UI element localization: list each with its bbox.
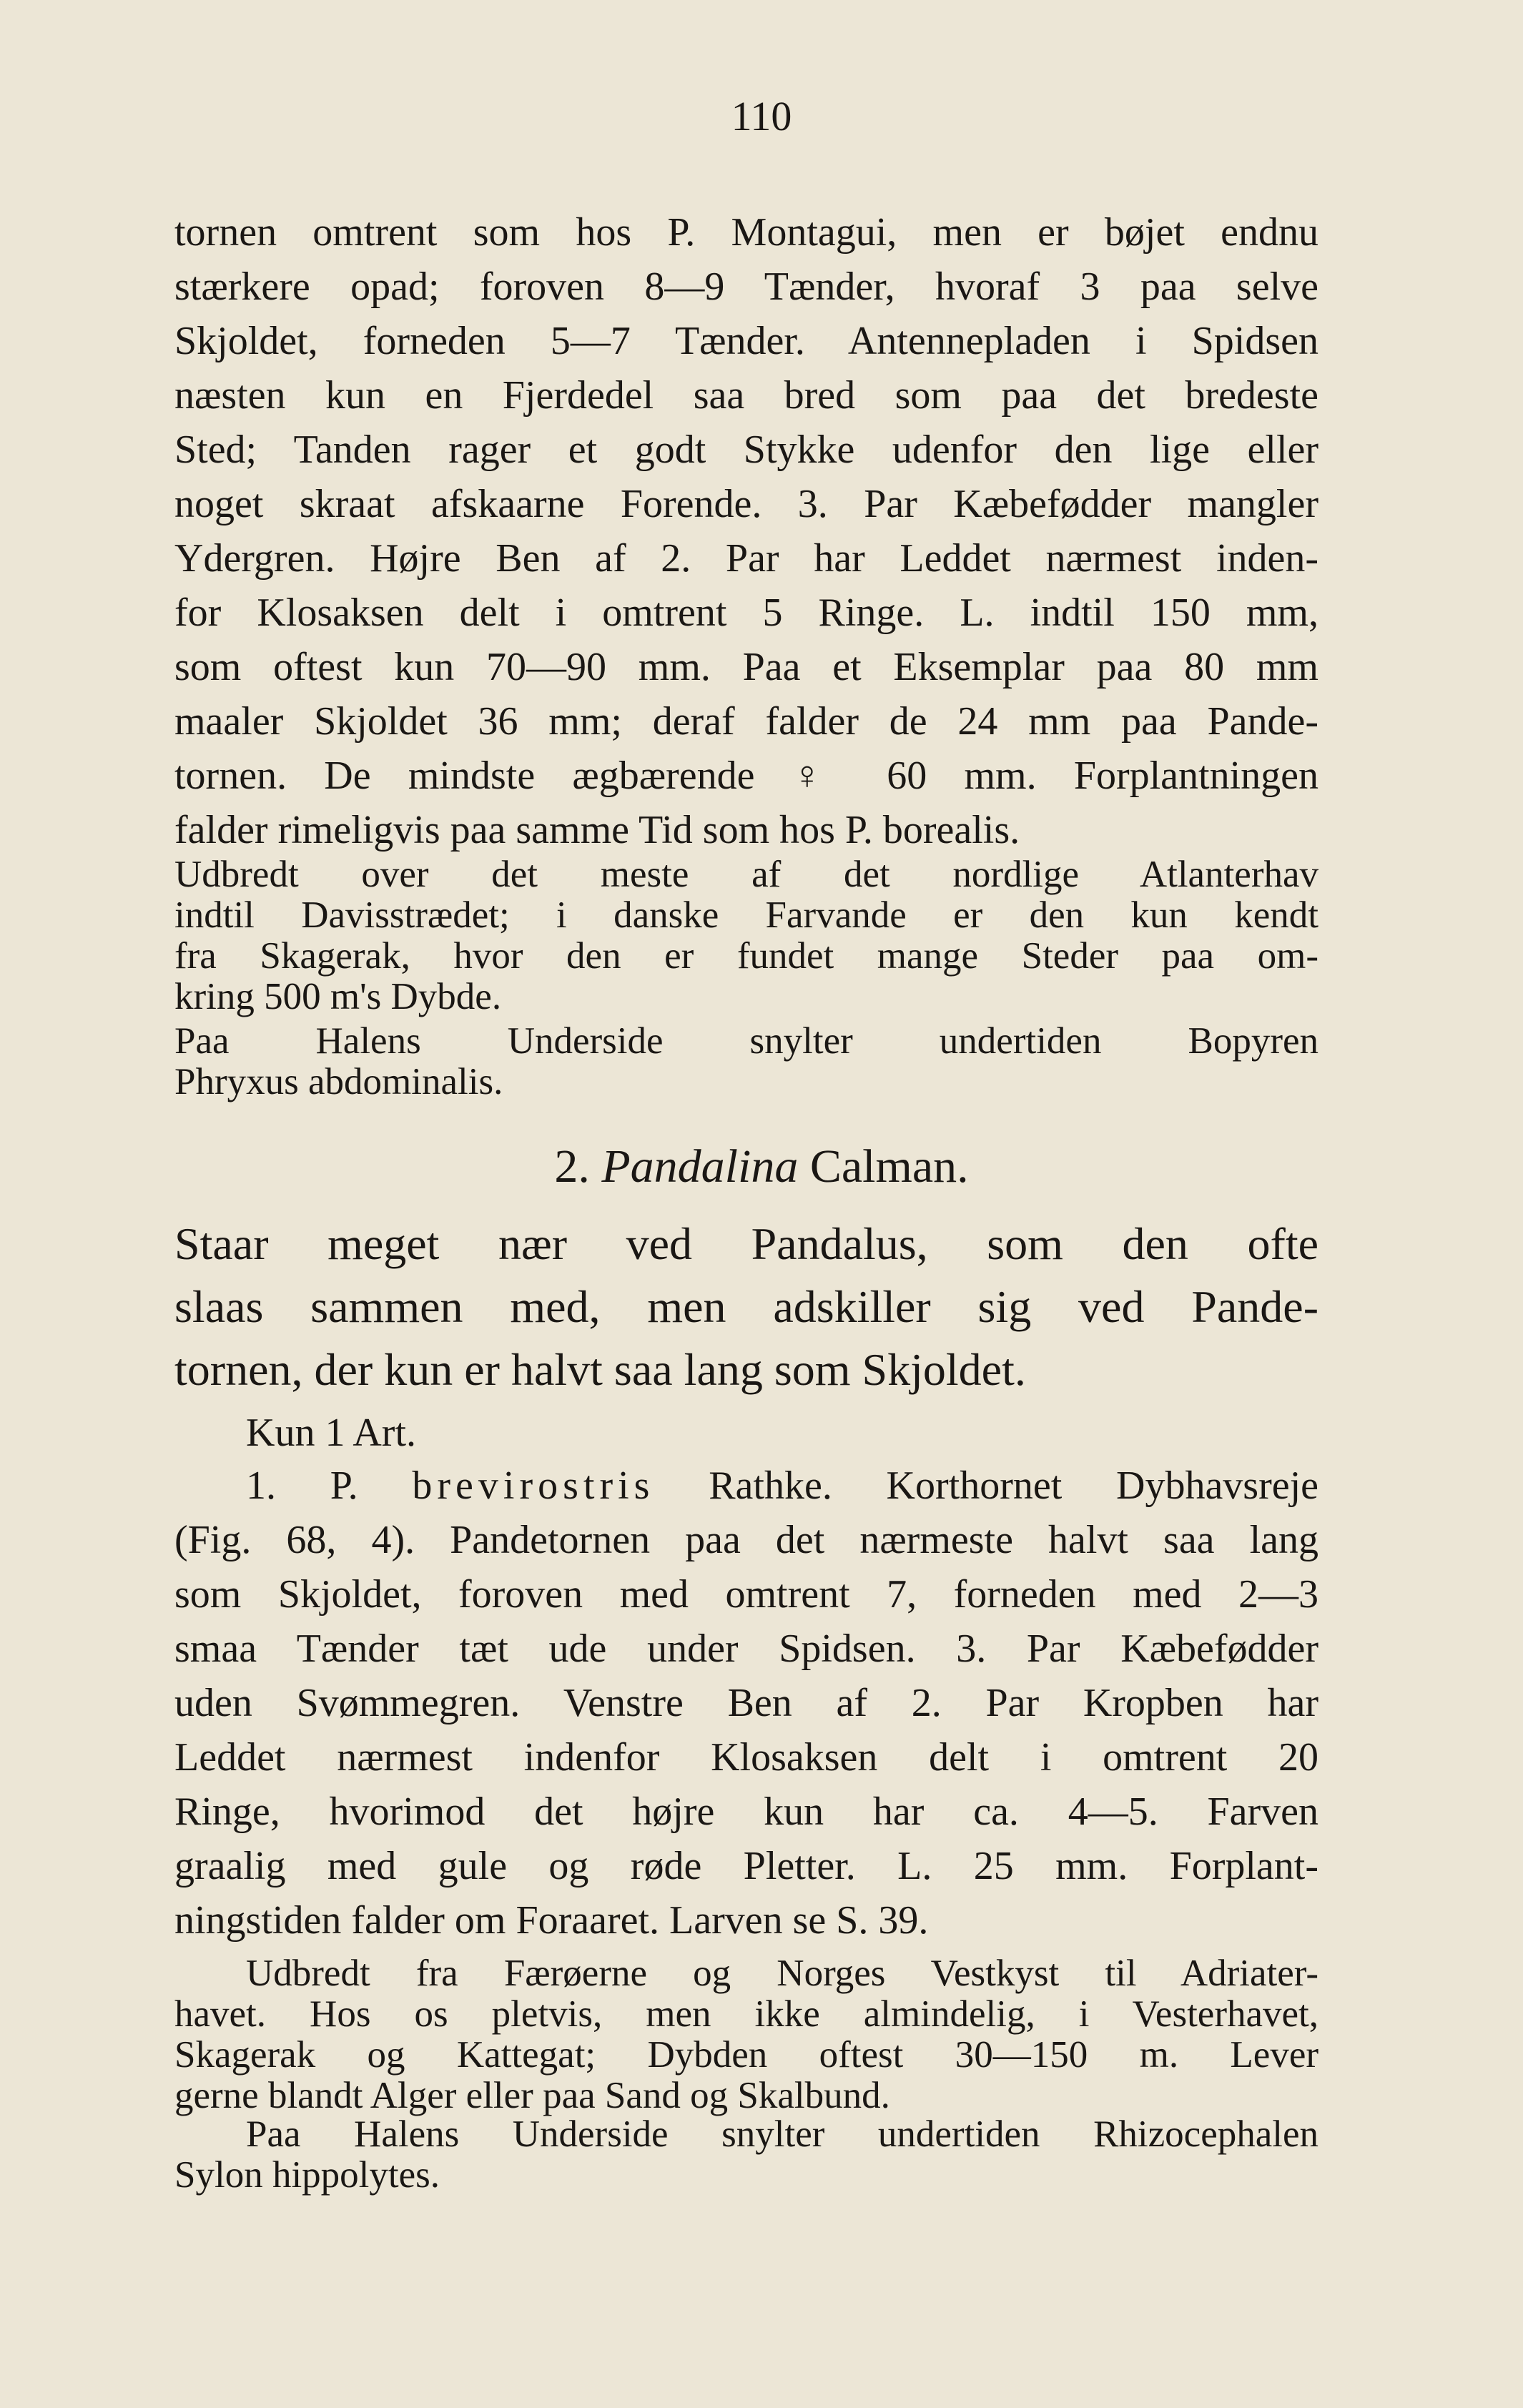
text-line: for Klosaksen delt i omtrent 5 Ringe. L. indtil 150 mm, xyxy=(174,591,1319,635)
text-line: maaler Skjoldet 36 mm; deraf falder de 24 mm paa Pande- xyxy=(174,699,1319,744)
heading-author: Calman. xyxy=(809,1140,969,1193)
text-line: graalig med gule og røde Pletter. L. 25 mm. Forplant- xyxy=(174,1844,1319,1888)
text-line: slaas sammen med, men adskiller sig ved Pande- xyxy=(174,1281,1319,1332)
species-epithet: brevirostris xyxy=(412,1464,655,1508)
genus-heading xyxy=(0,1137,1523,1197)
text-line: Sted; Tanden rager et godt Stykke udenfor den lige eller xyxy=(174,428,1319,472)
text-line: Staar meget nær ved Pandalus, som den ofte xyxy=(174,1218,1319,1269)
text-line: Kun 1 Art. xyxy=(246,1411,416,1455)
heading-genus: Pandalina xyxy=(601,1140,799,1193)
text-line: Udbredt fra Færøerne og Norges Vestkyst til Adriater- xyxy=(246,1953,1319,1994)
page-number: 110 xyxy=(731,93,792,139)
text-line: som oftest kun 70—90 mm. Paa et Eksemplar paa 80 mm xyxy=(174,645,1319,689)
text-line: stærkere opad; foroven 8—9 Tænder, hvoraf 3 paa selve xyxy=(174,265,1319,309)
paragraph-species-count xyxy=(246,1406,1247,1460)
text-line: indtil Davisstrædet; i danske Farvande er den kun kendt xyxy=(174,894,1319,936)
text-line: Ringe, hvorimod det højre kun har ca. 4—5. Farven xyxy=(174,1790,1319,1834)
text-line: (Fig. 68, 4). Pandetornen paa det nærmeste halvt saa lang xyxy=(174,1518,1319,1562)
text-line: Sylon hippolytes. xyxy=(174,2154,440,2196)
paragraph-species-distribution xyxy=(174,1953,1319,2116)
text-line: ningstiden falder om Foraaret. Larven se S. 39. xyxy=(174,1898,929,1943)
paragraph-parasite xyxy=(174,1021,1319,1102)
text-line: tornen. De mindste ægbærende ♀ 60 mm. Forplantningen xyxy=(174,754,1319,798)
text-line: uden Svømmegren. Venstre Ben af 2. Par Kropben har xyxy=(174,1681,1319,1725)
text-line: Ydergren. Højre Ben af 2. Par har Leddet nærmest inden- xyxy=(174,536,1319,581)
text-line: tornen, der kun er halvt saa lang som Skjoldet. xyxy=(174,1344,1026,1395)
text-line: som Skjoldet, foroven med omtrent 7, forneden med 2—3 xyxy=(174,1572,1319,1617)
paragraph-distribution xyxy=(174,854,1319,1017)
text-line: Skjoldet, forneden 5—7 Tænder. Antennepladen i Spidsen xyxy=(174,319,1319,363)
paragraph-pandalus-description xyxy=(174,205,1319,857)
paragraph-genus-description xyxy=(174,1213,1319,1401)
text-line: Udbredt over det meste af det nordlige Atlanterhav xyxy=(174,854,1319,895)
species-number: 1. P. xyxy=(246,1464,358,1508)
paragraph-species-parasite xyxy=(174,2114,1319,2196)
text-line: næsten kun en Fjerdedel saa bred som paa det bredeste xyxy=(174,373,1319,418)
text-line: smaa Tænder tæt ude under Spidsen. 3. Par Kæbefødder xyxy=(174,1627,1319,1671)
text-line: Paa Halens Underside snylter undertiden Bopyren xyxy=(174,1020,1319,1062)
paragraph-species-description xyxy=(174,1459,1319,1948)
text-line: kring 500 m's Dybde. xyxy=(174,976,502,1017)
text-line: noget skraat afskaarne Forende. 3. Par Kæbefødder mangler xyxy=(174,482,1319,526)
species-title-line xyxy=(174,1459,1319,1513)
species-title-rest: Rathke. Korthornet Dybhavsreje xyxy=(709,1464,1319,1508)
text-line: fra Skagerak, hvor den er fundet mange Steder paa om- xyxy=(174,935,1319,977)
text-line: gerne blandt Alger eller paa Sand og Skalbund. xyxy=(174,2075,890,2116)
text-line: tornen omtrent som hos P. Montagui, men er bøjet endnu xyxy=(174,210,1319,255)
text-line: havet. Hos os pletvis, men ikke almindelig, i Vesterhavet, xyxy=(174,1993,1319,2035)
text-line: falder rimeligvis paa samme Tid som hos P. borealis. xyxy=(174,808,1020,852)
text-line: Leddet nærmest indenfor Klosaksen delt i omtrent 20 xyxy=(174,1735,1319,1780)
heading-number: 2. xyxy=(554,1140,590,1193)
text-line: Phryxus abdominalis. xyxy=(174,1061,503,1102)
text-line: Paa Halens Underside snylter undertiden Rhizocephalen xyxy=(246,2113,1319,2155)
text-line: Skagerak og Kattegat; Dybden oftest 30—150 m. Lever xyxy=(174,2034,1319,2076)
